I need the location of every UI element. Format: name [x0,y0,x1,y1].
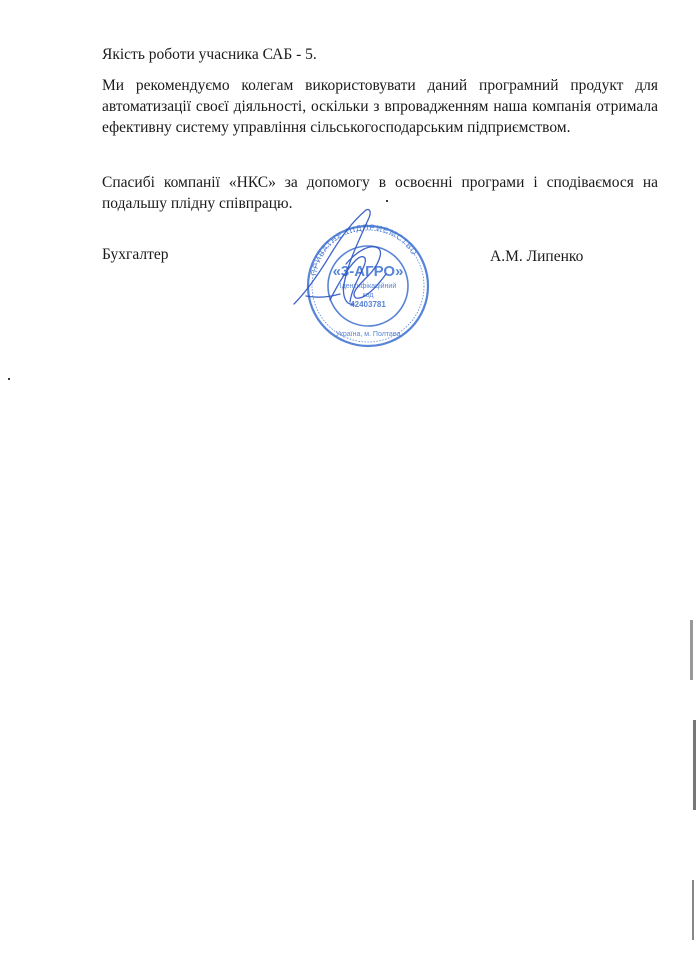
scan-edge-mark [692,880,694,940]
quality-line: Якість роботи учасника САБ - 5. [102,46,317,63]
signer-name: А.М. Липенко [490,248,584,265]
company-seal [286,204,446,354]
seal-code: 42403781 [350,300,386,309]
seal-id-label: Ідентифікаційний [339,283,397,290]
signer-role: Бухгалтер [102,246,169,263]
thanks-paragraph: Спасибі компанії «НКС» за допомогу в освоєнні програми і сподіваємося на подальшу плідну співпрацю. [102,174,658,212]
scan-speck [8,378,10,380]
scan-speck [386,200,388,202]
seal-bottom-text: Україна, м. Полтава [335,331,401,338]
recommendation-paragraph: Ми рекомендуємо колегам використовувати даний програмний продукт для автоматизації своєї діяльності, оскільки з впровадженням наша компанія отримала ефективну систему управління сільськогосподарським підприємством. [102,77,658,136]
scan-edge-mark [693,720,696,810]
seal-center-text: «3-АГРО» [332,263,404,280]
seal-code-label: код [362,292,374,299]
seal-outer-text: ПРИВАТНЕ ПІДПРИЄМСТВО [309,222,420,277]
scan-edge-mark [690,620,693,680]
